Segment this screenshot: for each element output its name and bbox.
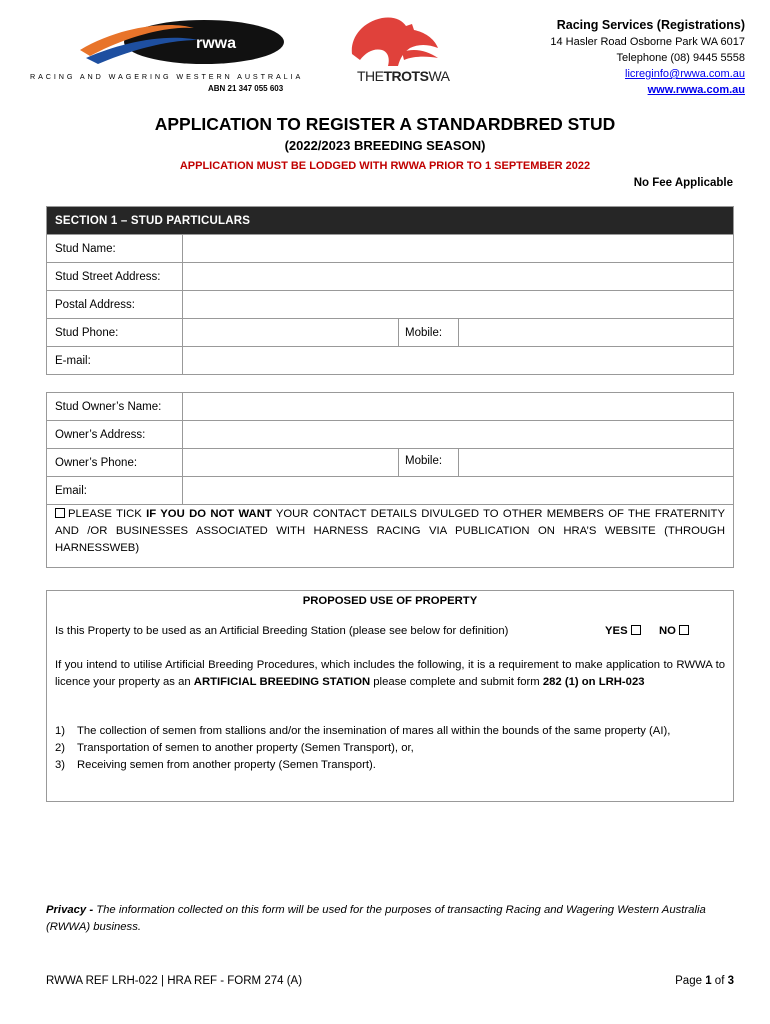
owner-details-table [46,392,734,505]
form-title: APPLICATION TO REGISTER A STANDARDBRED STUD [154,114,616,134]
opt-out-checkbox[interactable] [55,508,65,518]
owner-phone-label: Owner’s Phone: [47,449,183,477]
owner-mobile-label: Mobile: [399,449,459,477]
contact-telephone: Telephone (08) 9445 5558 [616,52,745,64]
list-item: 3) Receiving semen from another property (Semen Transport). [55,759,376,771]
postal-address-field[interactable] [183,291,734,319]
stud-particulars-table [46,206,734,375]
privacy-opt-out: PLEASE TICK IF YOU DO NOT WANT YOUR CONTACT DETAILS DIVULGED TO OTHER MEMBERS OF THE FRATERNITY AND /OR BUSINESSES ASSOCIATED WITH HARNESS RACING VIA PUBLICATION ON HRA’S WEBSITE (THROUGH HARNESSWEB) [46,500,734,568]
owner-name-field[interactable] [183,393,734,421]
postal-address-label: Postal Address: [47,291,183,319]
yes-option: YES [605,625,644,637]
stud-name-field[interactable] [183,235,734,263]
trots-logo-text: THETROTSWA [357,68,450,84]
owner-phone-field[interactable] [183,449,399,477]
ab-procedures-list [55,723,725,774]
section-1-heading: SECTION 1 – STUD PARTICULARS [47,207,734,235]
owner-address-label: Owner’s Address: [47,421,183,449]
lodge-notice: APPLICATION MUST BE LODGED WITH RWWA PRIOR TO 1 SEPTEMBER 2022 [179,160,591,172]
owner-email-label: Email: [47,477,183,505]
stud-mobile-field[interactable] [459,319,734,347]
rwwa-swoosh-icon [76,20,286,72]
proposed-use-section [46,590,734,802]
stud-street-label: Stud Street Address: [47,263,183,291]
abn-number: ABN 21 347 055 603 [208,84,284,93]
stud-mobile-label: Mobile: [399,319,459,347]
stud-email-field[interactable] [183,347,734,375]
org-tagline: RACING AND WAGERING WESTERN AUSTRALIA [30,72,304,81]
contact-email-link[interactable]: licreginfo@rwwa.com.au [625,68,745,80]
contact-block [550,16,745,98]
season-subtitle: (2022/2023 BREEDING SEASON) [284,138,486,153]
stud-phone-field[interactable] [183,319,399,347]
website-link[interactable]: www.rwwa.com.au [647,84,745,96]
contact-address: 14 Hasler Road Osborne Park WA 6017 [550,36,745,48]
stud-name-label: Stud Name: [47,235,183,263]
trots-wa-logo [342,14,450,90]
stud-street-field[interactable] [183,263,734,291]
owner-mobile-field[interactable] [459,449,734,477]
ab-procedures-paragraph: If you intend to utilise Artificial Breeding Procedures, which includes the following, it is a requirement to make application to RWWA to licence your property as an ARTIFICIAL BREEDING STATION please complete and submit form 282 (1) on LRH-023 [55,659,725,688]
owner-name-label: Stud Owner’s Name: [47,393,183,421]
stud-phone-label: Stud Phone: [47,319,183,347]
horse-head-icon [342,14,442,70]
list-item: 2) Transportation of semen to another property (Semen Transport), or, [55,742,414,754]
page-number: Page 1 of 3 [675,975,734,987]
footer-reference: RWWA REF LRH-022 | HRA REF - FORM 274 (A) [46,975,303,987]
page-header [0,0,770,100]
proposed-use-title: PROPOSED USE OF PROPERTY [302,595,478,607]
rwwa-logo [30,20,304,93]
stud-email-label: E-mail: [47,347,183,375]
fee-notice: No Fee Applicable [633,177,733,189]
rwwa-logo-text: rwwa [196,35,237,52]
no-checkbox[interactable] [679,625,689,635]
privacy-statement: Privacy - The information collected on this form will be used for the purposes of transacting Racing and Wagering Western Australia (RWWA) business. [46,904,706,933]
contact-title: Racing Services (Registrations) [556,18,745,32]
no-option: NO [659,625,692,637]
list-item: 1) The collection of semen from stallions and/or the insemination of mares all within the bounds of the same property (AI), [55,725,671,737]
yes-checkbox[interactable] [631,625,641,635]
ab-station-question: Is this Property to be used as an Artificial Breeding Station (please see below for definition) [55,625,509,637]
owner-address-field[interactable] [183,421,734,449]
